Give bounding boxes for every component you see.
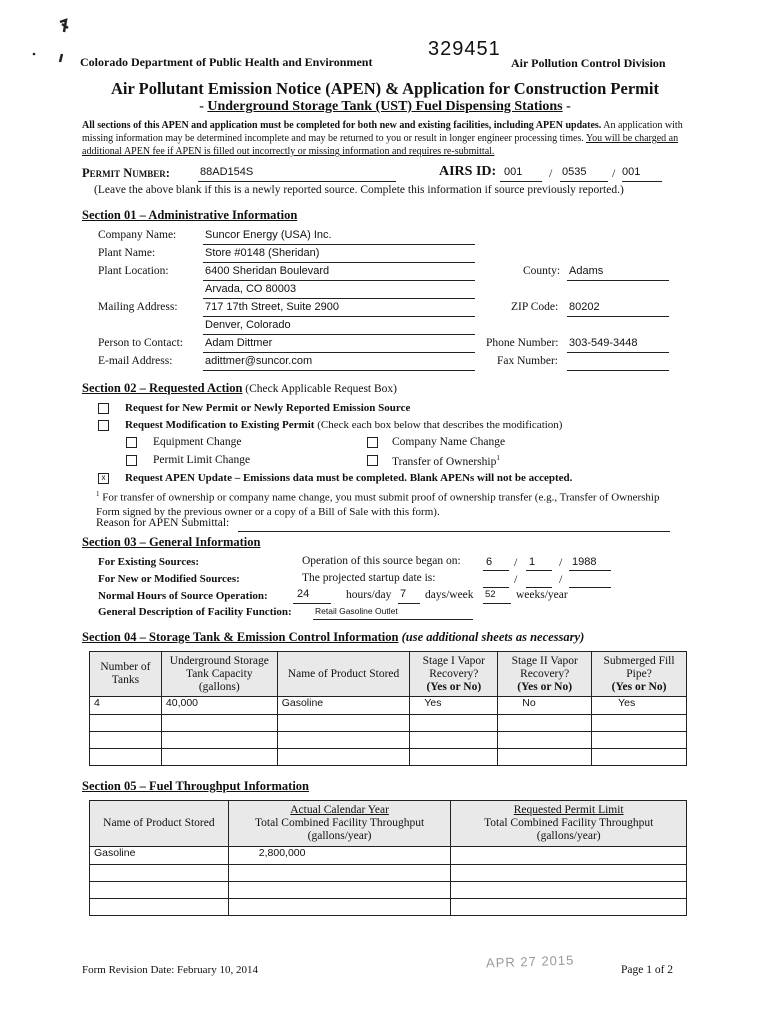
company-name-value: Suncor Energy (USA) Inc. [205, 229, 332, 241]
throughput-product-cell[interactable] [90, 847, 229, 865]
mailing-address-line1-field[interactable] [203, 301, 475, 317]
company-name-label: Company Name: [98, 229, 177, 241]
limit-throughput-label: Total Combined Facility Throughput [484, 817, 654, 829]
plant-name-field[interactable] [203, 247, 475, 263]
zip-code-field[interactable] [567, 301, 669, 317]
weeks-per-year: 52 [485, 589, 496, 600]
footnote-ref: 1 [496, 454, 500, 462]
limit-units-label: (gallons/year) [536, 830, 601, 842]
apen-update-checkbox[interactable] [98, 473, 109, 484]
stage1-cell[interactable] [410, 697, 498, 715]
plant-name-value: Store #0148 (Sheridan) [205, 247, 320, 259]
col-header-tanks [90, 652, 162, 697]
empty-cell[interactable] [228, 865, 451, 882]
permit-limit-change-label: Permit Limit Change [153, 454, 251, 466]
plant-location-line2: Arvada, CO 80003 [205, 283, 297, 295]
startup-date-label: The projected startup date is: [302, 572, 436, 584]
airs-id-part1-field[interactable] [500, 166, 542, 182]
department-name: Colorado Department of Public Health and Environment [80, 55, 373, 69]
began-day: 1 [529, 556, 536, 568]
date-slash-3: / [514, 572, 518, 586]
phone-number-label: Phone Number: [486, 337, 559, 349]
tank-capacity: 40,000 [165, 697, 199, 709]
empty-cell[interactable] [592, 749, 687, 766]
fax-number-field[interactable] [567, 355, 669, 371]
col-header-product-stored [90, 801, 229, 847]
began-month-field[interactable] [483, 556, 509, 571]
hours-per-day: 24 [297, 588, 310, 600]
actual-throughput-label: Total Combined Facility Throughput [254, 817, 425, 829]
intro-rest: An application with missing information may be determined incomplete and may be returned to you or result in longer engineer processing times. [82, 120, 683, 144]
plant-name-label: Plant Name: [98, 247, 156, 259]
section-04-title [82, 630, 584, 645]
mailing-address-line1: 717 17th Street, Suite 2900 [205, 301, 339, 313]
empty-cell[interactable] [451, 882, 687, 899]
table-row [90, 882, 687, 899]
tank-count: 4 [94, 697, 100, 709]
began-year-field[interactable] [569, 556, 611, 571]
yn-stage1: (Yes or No) [426, 680, 482, 693]
footnote-text: For transfer of ownership or company name change, you must submit proof of ownership transfer (e.g., Transfer of Ownership Form signed by the previous owner or a copy of a Bill of Sale with this form). [96, 491, 660, 518]
empty-cell[interactable] [498, 732, 592, 749]
empty-cell[interactable] [90, 882, 229, 899]
col-header-stage2 [498, 652, 592, 697]
empty-cell[interactable] [498, 715, 592, 732]
section-05-title [82, 779, 309, 794]
col-header-product-text: Name of Product Stored [287, 667, 400, 680]
empty-cell[interactable] [592, 732, 687, 749]
section-04-note: (use additional sheets as necessary) [398, 630, 585, 644]
airs-id-part1: 001 [504, 166, 523, 178]
county-label: County: [523, 265, 561, 277]
footnote-marker: 1 [96, 490, 100, 498]
transfer-ownership-checkbox[interactable] [367, 455, 378, 466]
yn-fill: (Yes or No) [611, 680, 667, 693]
modify-permit-label [125, 419, 562, 431]
hours-per-day-field[interactable] [293, 589, 331, 604]
airs-id-part3-field[interactable] [622, 166, 662, 182]
transfer-ownership-text: Transfer of Ownership [392, 455, 497, 468]
section-01-title [82, 208, 297, 223]
empty-cell[interactable] [161, 732, 277, 749]
startup-year-field[interactable] [569, 573, 611, 588]
subtitle-text: Underground Storage Tank (UST) Fuel Dispensing Stations [207, 99, 563, 114]
form-subtitle [0, 99, 770, 115]
col-header-limit [451, 801, 687, 847]
company-name-change-label: Company Name Change [392, 436, 506, 448]
received-date-stamp: APR 27 2015 [485, 952, 575, 971]
empty-cell[interactable] [498, 749, 592, 766]
section-02-title-text: Section 02 – Requested Action [82, 381, 243, 395]
phone-number-field[interactable] [567, 337, 669, 353]
empty-cell[interactable] [90, 899, 229, 916]
permit-number-value: 88AD154S [200, 166, 254, 178]
subtitle-suffix: - [562, 99, 571, 114]
col-header-capacity [161, 652, 277, 697]
equipment-change-checkbox[interactable] [126, 437, 137, 448]
company-name-field[interactable] [203, 229, 475, 245]
document-number: 329451 [428, 38, 501, 60]
form-revision-date: Form Revision Date: February 10, 2014 [82, 964, 258, 976]
section-03-title [82, 535, 260, 550]
product-name: Gasoline [281, 697, 324, 709]
intro-bold: All sections of this APEN and application must be completed for both new and existing facilities, including APEN updates. [82, 120, 602, 131]
stage2-cell[interactable] [498, 697, 592, 715]
email-address-field[interactable] [203, 355, 475, 371]
transfer-ownership-label [392, 454, 500, 468]
actual-throughput: 2,800,000 [258, 847, 306, 859]
yn-stage2: (Yes or No) [517, 680, 573, 693]
section-05-title-text: Section 05 – Fuel Throughput Information [82, 779, 310, 793]
section-02-title [82, 381, 397, 396]
page-number: Page 1 of 2 [621, 964, 674, 976]
intro-paragraph [82, 119, 694, 158]
weeks-per-year-unit: weeks/year [516, 589, 568, 601]
plant-location-label: Plant Location: [98, 265, 169, 277]
began-day-field[interactable] [526, 556, 552, 571]
reason-label: Reason for APEN Submittal: [96, 517, 230, 529]
fill-pipe-cell[interactable] [592, 697, 687, 715]
date-slash-2: / [559, 555, 563, 569]
col-header-product-stored-text: Name of Product Stored [103, 817, 215, 829]
county-field[interactable] [567, 265, 669, 281]
actual-units-label: (gallons/year) [307, 830, 372, 842]
stage1-value: Yes [424, 697, 442, 709]
apen-update-label: Request APEN Update – Emissions data must be completed. Blank APENs will not be accepted. [125, 472, 573, 484]
plant-location-line1: 6400 Sheridan Boulevard [205, 265, 330, 277]
reason-field[interactable] [238, 517, 670, 532]
permit-limit-change-checkbox[interactable] [126, 455, 137, 466]
col-header-product [277, 652, 410, 697]
empty-cell[interactable] [90, 865, 229, 882]
product-name-cell[interactable] [277, 697, 410, 715]
facility-function-label: General Description of Facility Function: [98, 606, 292, 618]
permit-number-field[interactable] [198, 166, 396, 182]
permit-note: (Leave the above blank if this is a newly reported source. Complete this information if source previously reported.) [94, 184, 624, 196]
fill-pipe-value: Yes [618, 697, 636, 709]
table-row [90, 732, 687, 749]
empty-cell[interactable] [161, 749, 277, 766]
section-04-title-text: Section 04 – Storage Tank & Emission Control Information [82, 630, 399, 644]
ownership-footnote [96, 487, 686, 519]
section-03-title-text: Section 03 – General Information [82, 535, 261, 549]
equipment-change-label: Equipment Change [153, 436, 242, 448]
airs-slash-2: / [612, 166, 616, 180]
empty-cell[interactable] [161, 715, 277, 732]
empty-cell[interactable] [451, 865, 687, 882]
stage2-value: No [522, 697, 536, 709]
airs-id-part2: 0535 [562, 166, 587, 178]
apen-update-mark: x [101, 473, 106, 482]
table-row [90, 697, 687, 715]
table-row [90, 749, 687, 766]
empty-cell[interactable] [228, 899, 451, 916]
col-header-actual [228, 801, 451, 847]
contact-person-label: Person to Contact: [98, 337, 183, 349]
col-header-stage1-text: Stage I Vapor Recovery? [422, 654, 485, 680]
storage-tank-table [89, 651, 687, 766]
days-per-week-unit: days/week [425, 589, 474, 601]
began-month: 6 [486, 556, 493, 568]
col-header-capacity-text: Underground Storage Tank Capacity (gallons) [169, 654, 269, 693]
airs-id-part3: 001 [622, 166, 641, 178]
mailing-address-line2-field[interactable] [203, 319, 475, 335]
days-per-week: 7 [400, 588, 407, 600]
airs-id-label: AIRS ID: [439, 164, 497, 179]
table-row [90, 847, 687, 865]
form-title: Air Pollutant Emission Notice (APEN) & Application for Construction Permit [111, 79, 659, 98]
table-row [90, 899, 687, 916]
col-header-fill [592, 652, 687, 697]
fax-number-label: Fax Number: [497, 355, 559, 367]
empty-cell[interactable] [90, 715, 162, 732]
empty-cell[interactable] [277, 715, 410, 732]
date-slash-4: / [559, 572, 563, 586]
hours-operation-label: Normal Hours of Source Operation: [98, 590, 268, 602]
tank-capacity-cell[interactable] [161, 697, 277, 715]
empty-cell[interactable] [90, 732, 162, 749]
subtitle-prefix: - [199, 99, 208, 114]
startup-day-field[interactable] [526, 573, 552, 588]
date-slash-1: / [514, 555, 518, 569]
col-header-stage1 [410, 652, 498, 697]
section-02-note: (Check Applicable Request Box) [242, 383, 397, 395]
division-name: Air Pollution Control Division [511, 56, 666, 70]
col-header-stage2-text: Stage II Vapor Recovery? [511, 654, 578, 680]
mailing-address-label: Mailing Address: [98, 301, 178, 313]
new-sources-label: For New or Modified Sources: [98, 573, 240, 585]
mailing-address-line2: Denver, Colorado [205, 319, 291, 331]
tank-count-cell[interactable] [90, 697, 162, 715]
plant-location-line1-field[interactable] [203, 265, 475, 281]
actual-throughput-cell[interactable] [228, 847, 451, 865]
limit-throughput-cell[interactable] [451, 847, 687, 865]
email-address-label: E-mail Address: [98, 355, 173, 367]
modify-permit-note: (Check each box below that describes the modification) [314, 419, 563, 431]
permit-limit-label: Requested Permit Limit [513, 804, 624, 816]
empty-cell[interactable] [410, 715, 498, 732]
weeks-per-year-field[interactable] [483, 589, 511, 604]
modify-permit-text: Request Modification to Existing Permit [125, 419, 315, 431]
operation-began-label: Operation of this source began on: [302, 555, 461, 567]
zip-code-value: 80202 [569, 301, 600, 313]
fuel-throughput-table [89, 800, 687, 916]
hours-per-day-unit: hours/day [346, 589, 392, 601]
phone-number-value: 303-549-3448 [569, 337, 638, 349]
contact-person-value: Adam Dittmer [205, 337, 273, 349]
began-year: 1988 [572, 556, 597, 568]
airs-id-part2-field[interactable] [560, 166, 608, 182]
table-row [90, 865, 687, 882]
intro-warning: You will be charged an additional APEN fee if APEN is filled out incorrectly or missing information and requires re-submittal. [82, 133, 679, 157]
plant-location-line2-field[interactable] [203, 283, 475, 299]
email-address-value: adittmer@suncor.com [205, 355, 313, 367]
zip-code-label: ZIP Code: [511, 301, 559, 313]
new-permit-label: Request for New Permit or Newly Reported Emission Source [125, 402, 411, 414]
facility-function-field[interactable] [313, 605, 473, 620]
facility-function: Retail Gasoline Outlet [315, 606, 398, 616]
col-header-tanks-text: Number of Tanks [100, 661, 151, 686]
startup-month-field[interactable] [483, 573, 509, 588]
county-value: Adams [569, 265, 604, 277]
empty-cell[interactable] [451, 899, 687, 916]
empty-cell[interactable] [228, 882, 451, 899]
permit-number-label: Permit Number: [82, 166, 170, 180]
col-header-fill-text: Submerged Fill Pipe? [603, 654, 675, 680]
empty-cell[interactable] [277, 749, 410, 766]
empty-cell[interactable] [410, 749, 498, 766]
empty-cell[interactable] [277, 732, 410, 749]
company-name-change-checkbox[interactable] [367, 437, 378, 448]
table-row [90, 715, 687, 732]
contact-person-field[interactable] [203, 337, 475, 353]
empty-cell[interactable] [90, 749, 162, 766]
actual-year-label: Actual Calendar Year [290, 804, 389, 816]
section-01-title-text: Section 01 – Administrative Information [82, 208, 298, 222]
throughput-product: Gasoline [94, 847, 136, 859]
handwritten-margin-mark [24, 18, 74, 68]
empty-cell[interactable] [410, 732, 498, 749]
days-per-week-field[interactable] [398, 589, 420, 604]
existing-sources-label: For Existing Sources: [98, 556, 200, 568]
airs-slash-1: / [549, 166, 553, 180]
modify-permit-checkbox[interactable] [98, 420, 109, 431]
empty-cell[interactable] [592, 715, 687, 732]
new-permit-checkbox[interactable] [98, 403, 109, 414]
